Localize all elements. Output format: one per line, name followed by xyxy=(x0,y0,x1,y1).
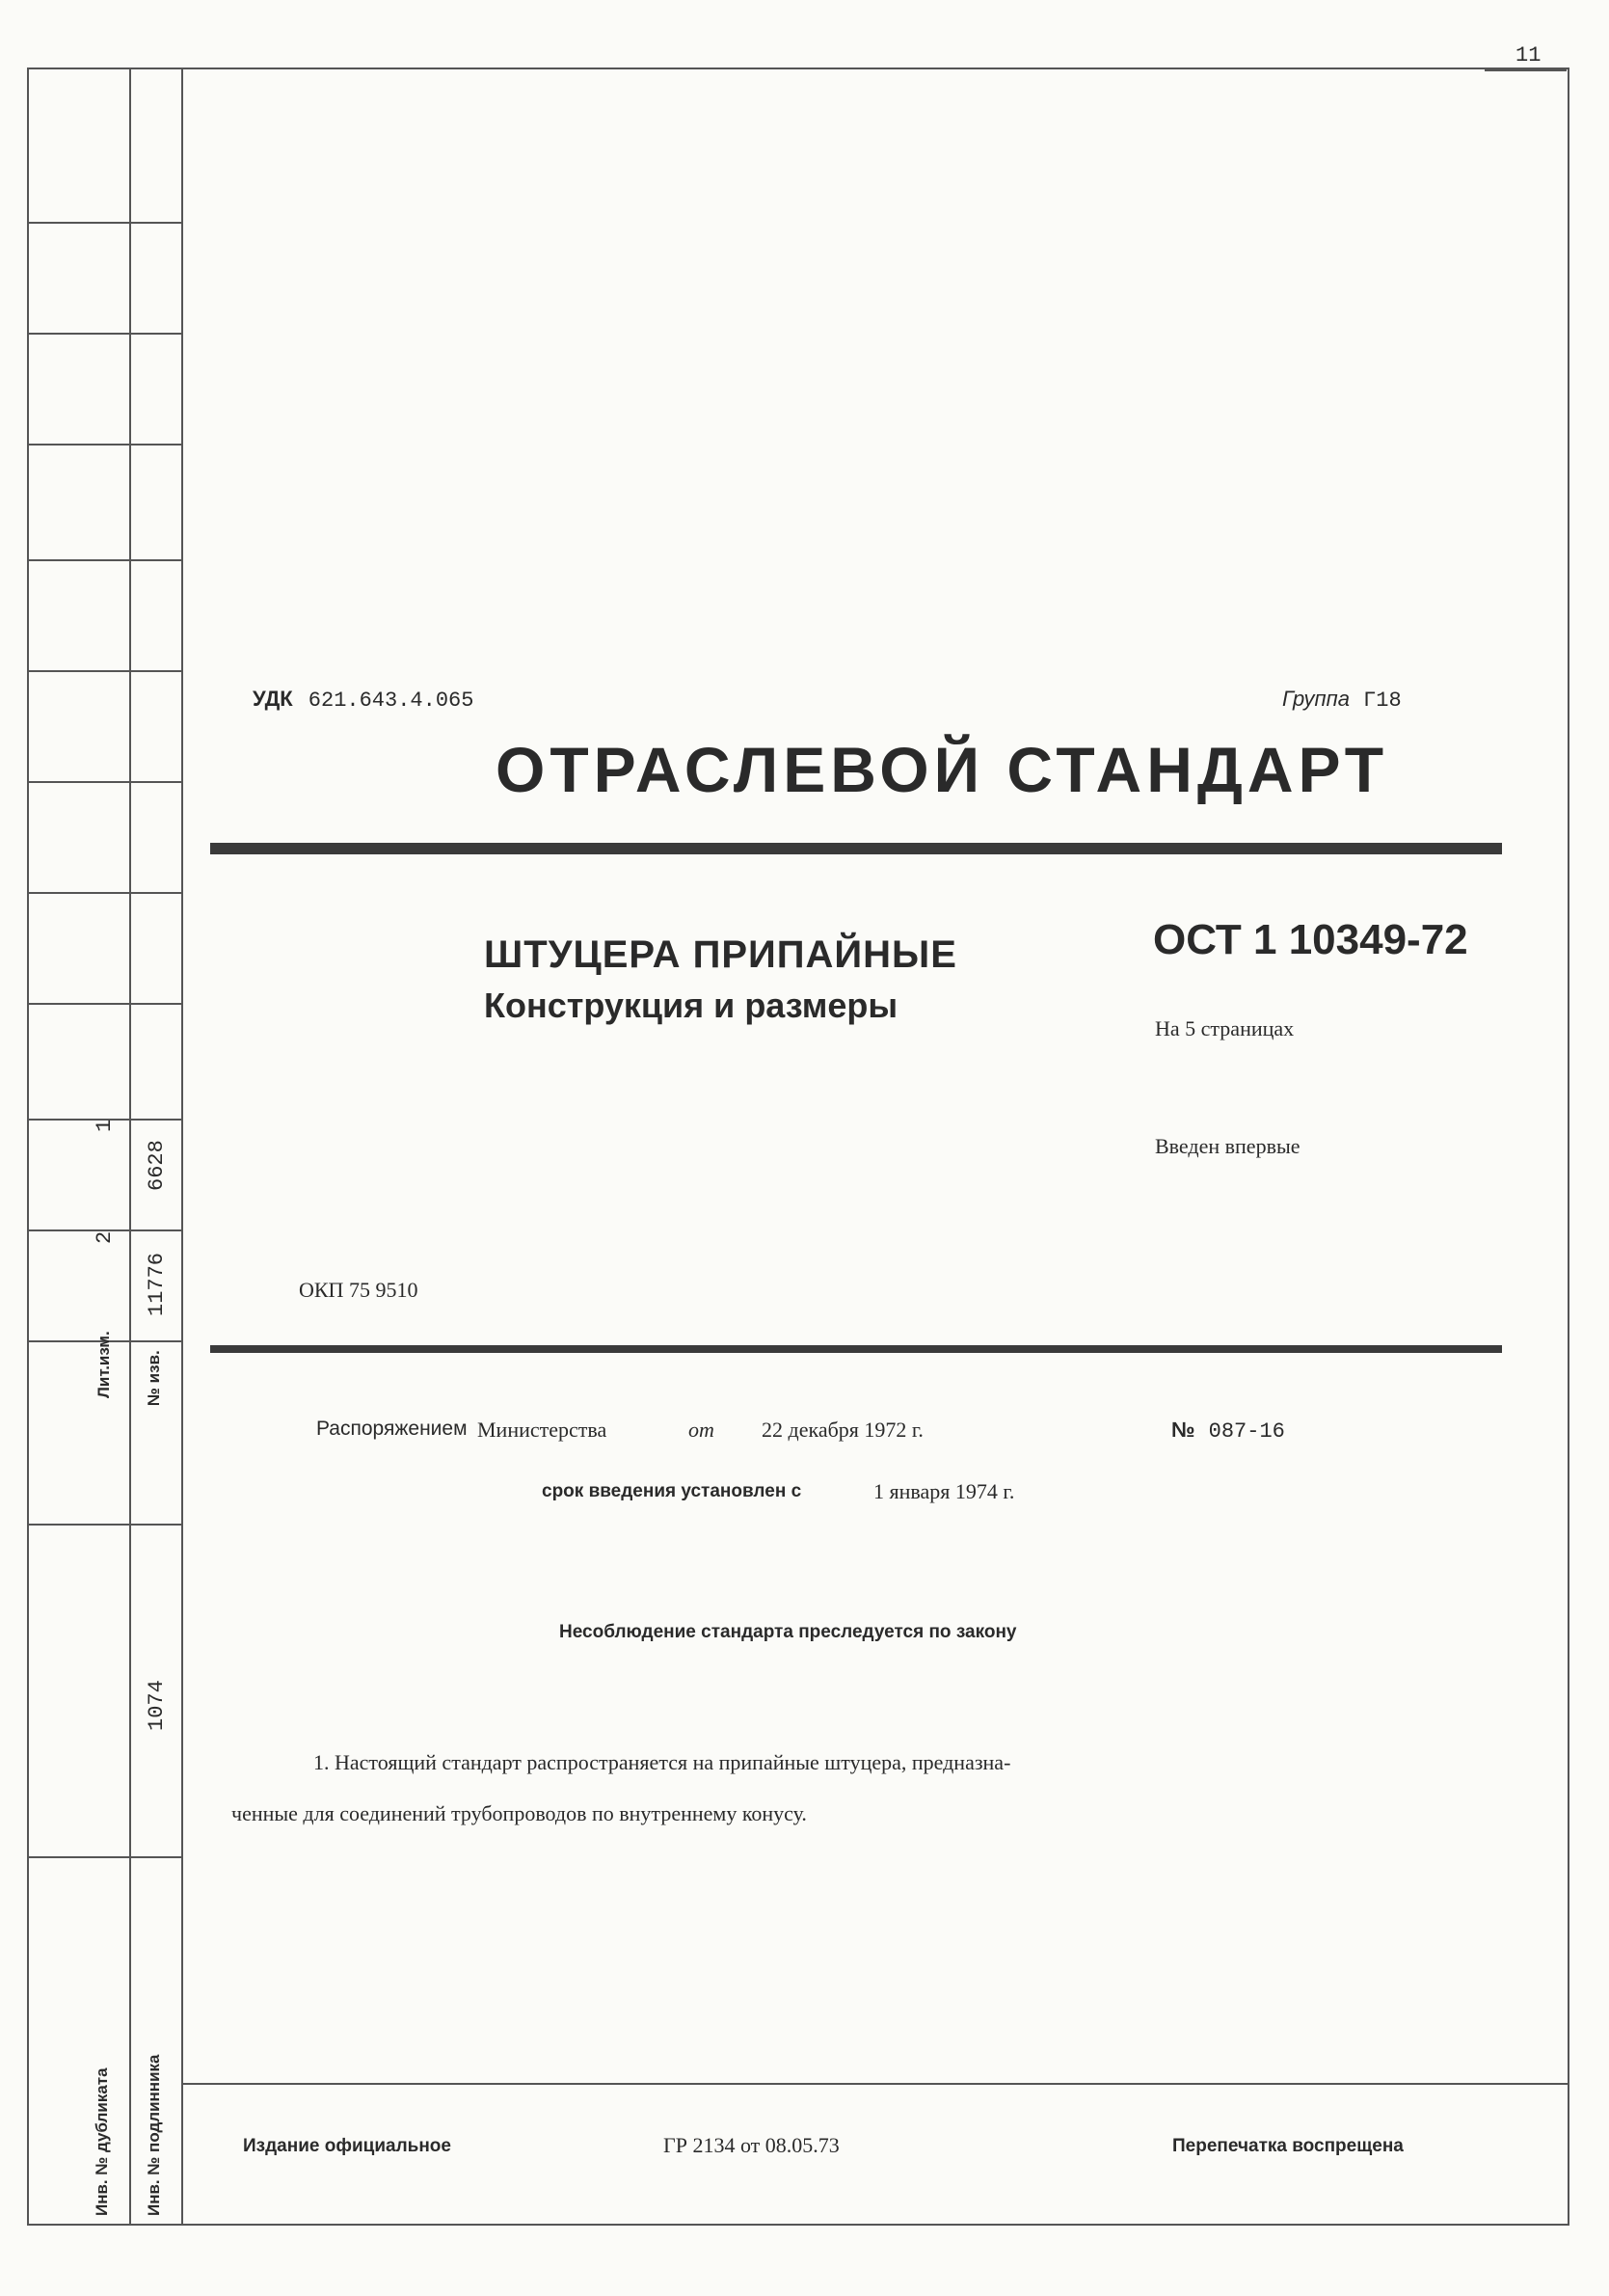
sidebar-grid-line xyxy=(27,1003,183,1005)
sidebar-rev-1: 1 xyxy=(93,1119,117,1132)
effective-date: 1 января 1974 г. xyxy=(873,1479,1015,1503)
group-value: Г18 xyxy=(1363,689,1402,713)
sidebar-grid-line xyxy=(27,333,183,335)
sidebar-grid-line xyxy=(27,222,183,224)
order-number-value: 087-16 xyxy=(1208,1419,1285,1444)
sidebar-inv-duplicate: Инв. № дубликата xyxy=(93,2067,111,2216)
order-from: от xyxy=(688,1418,714,1442)
sidebar-grid-line xyxy=(27,892,183,894)
sidebar-inv-value: 1074 xyxy=(145,1680,169,1731)
middle-rule xyxy=(210,1345,1502,1353)
sidebar-grid-line xyxy=(27,444,183,446)
footer-reprint-notice: Перепечатка воспрещена xyxy=(1172,2136,1404,2156)
okp-code: ОКП 75 9510 xyxy=(299,1278,418,1302)
main-title: ОТРАСЛЕВОЙ СТАНДАРТ xyxy=(496,734,1389,805)
sidebar-divider xyxy=(129,68,131,2226)
header-rule xyxy=(210,843,1502,854)
doc-title-line2: Конструкция и размеры xyxy=(484,986,898,1025)
doc-title-line1: ШТУЦЕРА ПРИПАЙНЫЕ xyxy=(484,933,957,976)
sidebar-grid-line xyxy=(27,559,183,561)
sidebar-label-lit-izm: Лит.изм. xyxy=(94,1331,113,1398)
udk-label: УДК xyxy=(253,687,293,711)
udk-value: 621.643.4.065 xyxy=(308,689,474,713)
footer-official: Издание официальное xyxy=(243,2136,451,2156)
group-label: Группа xyxy=(1282,687,1350,711)
page-frame xyxy=(27,68,1569,2226)
order-date: 22 декабря 1972 г. xyxy=(762,1418,924,1442)
page-number-underline xyxy=(1485,69,1567,71)
udk-line xyxy=(253,687,473,713)
order-label: Распоряжением xyxy=(316,1418,468,1440)
pages-note: На 5 страницах xyxy=(1155,1016,1295,1040)
sidebar-grid-line xyxy=(27,781,183,783)
order-number xyxy=(1171,1418,1285,1444)
sidebar-label-izv: № изв. xyxy=(145,1350,163,1406)
sidebar-grid-line xyxy=(27,1524,183,1526)
sidebar-doc-1: 6628 xyxy=(145,1140,169,1191)
ost-number: ОСТ 1 10349-72 xyxy=(1153,916,1468,963)
page-number: 11 xyxy=(1515,43,1542,68)
sidebar-grid-line xyxy=(27,1856,183,1858)
footer-registration: ГР 2134 от 08.05.73 xyxy=(663,2133,840,2157)
effective-label: срок введения установлен с xyxy=(542,1481,802,1501)
sidebar-rev-2: 2 xyxy=(93,1230,117,1244)
order-authority: Министерства xyxy=(477,1418,607,1442)
sidebar-doc-2: 11776 xyxy=(145,1252,169,1316)
group-line xyxy=(1282,687,1402,713)
introduced-note: Введен впервые xyxy=(1155,1134,1301,1158)
legal-notice: Несоблюдение стандарта преследуется по закону xyxy=(559,1622,1017,1642)
sidebar-grid-line xyxy=(27,670,183,672)
sidebar-inv-original: Инв. № подлинника xyxy=(145,2054,163,2216)
paragraph-1-line1: 1. Настоящий стандарт распространяется на припайные штуцера, предназна- xyxy=(313,1750,1011,1774)
order-number-label: № xyxy=(1171,1418,1195,1442)
footer-rule xyxy=(183,2083,1569,2085)
paragraph-1-line2: ченные для соединений трубопроводов по внутреннему конусу. xyxy=(231,1801,807,1825)
